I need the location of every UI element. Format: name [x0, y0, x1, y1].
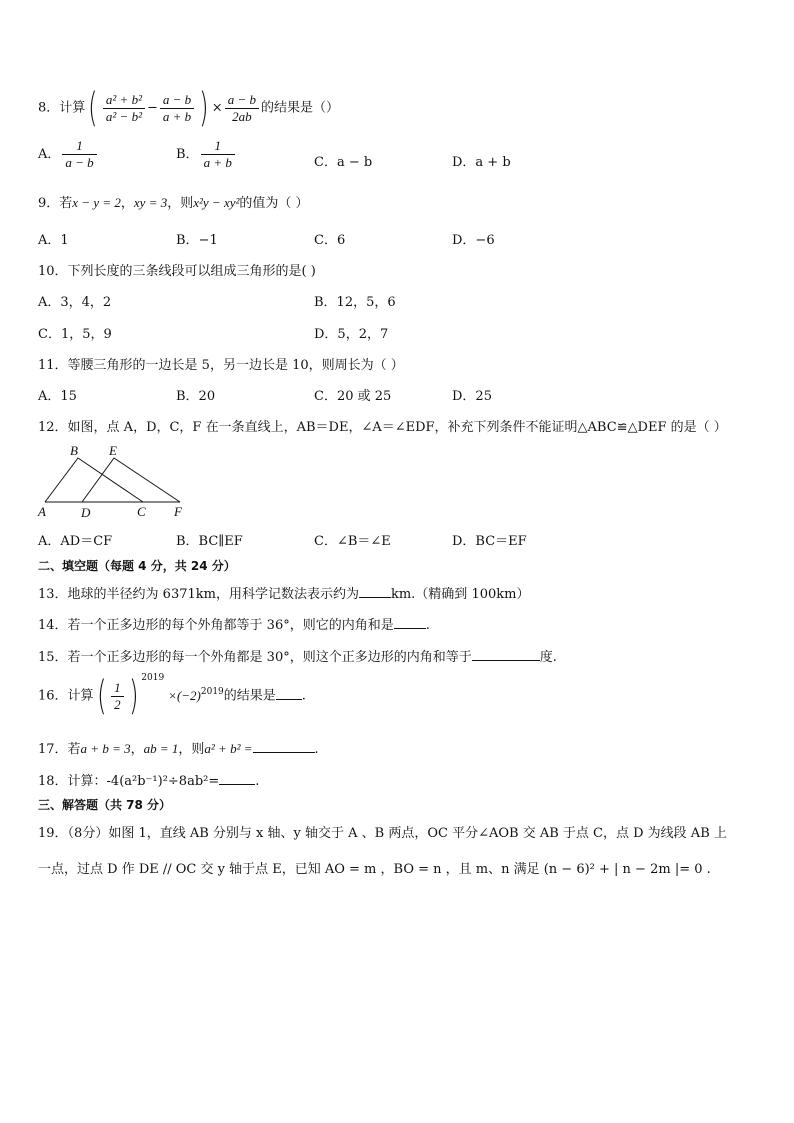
- q11-option-c: C．20 或 25: [314, 389, 392, 404]
- answer-blank: [253, 740, 315, 753]
- q8-suffix: 的结果是（）: [260, 100, 339, 116]
- q10-option-c: C．1，5，9: [38, 327, 112, 342]
- q9-option-b: B．−1: [176, 233, 218, 248]
- question-8: 8．计算( $\frac{\text{a² + b²}}{\text{a² − b²}}$ − $\frac{a - b}{a + b}$ ) × $\frac{a - b}{2ab}$ 的结果是（）: [38, 85, 339, 131]
- question-16: 16．计算( $\frac{1}{2}$ ) $^{2019}\times(-2)^{2019}$的结果是 .: [38, 673, 306, 719]
- label-c: C: [137, 504, 146, 519]
- q12-option-c: C．∠B＝∠E: [314, 534, 391, 549]
- right-paren: ): [199, 85, 209, 131]
- q8-fraction-2: $\frac{a - b}{a + b}$: [160, 92, 194, 125]
- q10-option-b: B．12，5，6: [314, 295, 396, 310]
- q8-option-c: C．a − b: [314, 155, 373, 170]
- answer-blank: [359, 585, 391, 598]
- label-f: F: [174, 504, 182, 519]
- q9-option-a: A．1: [38, 233, 69, 248]
- label-a: A: [38, 504, 46, 519]
- answer-blank: [472, 648, 540, 661]
- question-13: 13．地球的半径约为 6371km，用科学记数法表示约为 km.（精确到 100km）: [38, 587, 530, 602]
- q11-option-d: D．25: [452, 389, 492, 404]
- answer-blank: [219, 772, 255, 785]
- question-15: 15．若一个正多边形的每一个外角都是 30°，则这个正多边形的内角和等于 度.: [38, 650, 557, 665]
- q8-prefix: 计算: [59, 100, 86, 116]
- q8-fraction-1: $\frac{\text{a² + b²}}{\text{a² − b²}}$: [103, 92, 145, 125]
- q9-option-c: C．6: [314, 233, 346, 248]
- left-paren: (: [88, 85, 98, 131]
- section-3-heading: 三、解答题（共 78 分）: [38, 798, 172, 812]
- q8-option-d: D．a + b: [452, 155, 511, 170]
- section-2-heading: 二、填空题（每题 4 分，共 24 分）: [38, 559, 236, 573]
- question-12: 12．如图，点 A，D，C，F 在一条直线上，AB＝DE，∠A＝∠EDF，补充下列条件不能证明△ABC≌△DEF 的是（ ）: [38, 420, 727, 435]
- label-b: B: [70, 443, 78, 458]
- q12-option-a: A．AD＝CF: [38, 534, 113, 549]
- q10-option-d: D．5，2，7: [314, 327, 389, 342]
- q10-option-a: A．3，4，2: [38, 295, 112, 310]
- q12-triangle-figure: [30, 438, 200, 520]
- q9-option-d: D．−6: [452, 233, 495, 248]
- q12-option-b: B．BC∥EF: [176, 534, 243, 549]
- question-17: 17．若a + b = 3，ab = 1，则a² + b² = .: [38, 741, 319, 757]
- question-11: 11．等腰三角形的一边长是 5，另一边长是 10，则周长为（ ）: [38, 358, 404, 373]
- question-19-line-1: 19．（8分）如图 1，直线 AB 分别与 x 轴、y 轴交于 A 、B 两点，OC 平分∠AOB 交 AB 于点 C，点 D 为线段 AB 上: [38, 826, 727, 841]
- question-9: 9．若x − y = 2，xy = 3，则x²y − xy²的值为（ ）: [38, 195, 309, 211]
- q11-option-b: B．20: [176, 389, 216, 404]
- question-10: 10．下列长度的三条线段可以组成三角形的是( ): [38, 264, 316, 279]
- q8-fraction-3: $\frac{a - b}{2ab}$: [225, 92, 259, 125]
- question-19-line-2: 一点，过点 D 作 DE // OC 交 y 轴于点 E，已知 AO = m ，BO = n ，且 m、n 满足 (n − 6)² + | n − 2m |= 0 .: [38, 862, 711, 877]
- label-e: E: [109, 443, 117, 458]
- q12-option-d: D．BC＝EF: [452, 534, 527, 549]
- q8-option-b: B． $\frac{1}{a + b}$: [176, 138, 237, 171]
- q8-number: 8．: [38, 100, 60, 116]
- question-14: 14．若一个正多边形的每个外角都等于 36°，则它的内角和是 .: [38, 618, 430, 633]
- answer-blank: [394, 616, 426, 629]
- q8-option-a: A． $\frac{1}{a - b}$: [38, 138, 99, 171]
- answer-blank: [276, 687, 302, 700]
- question-18: 18．计算：-4(a²b⁻¹)²÷8ab²= .: [38, 774, 260, 789]
- q11-option-a: A．15: [38, 389, 77, 404]
- label-d: D: [81, 505, 91, 520]
